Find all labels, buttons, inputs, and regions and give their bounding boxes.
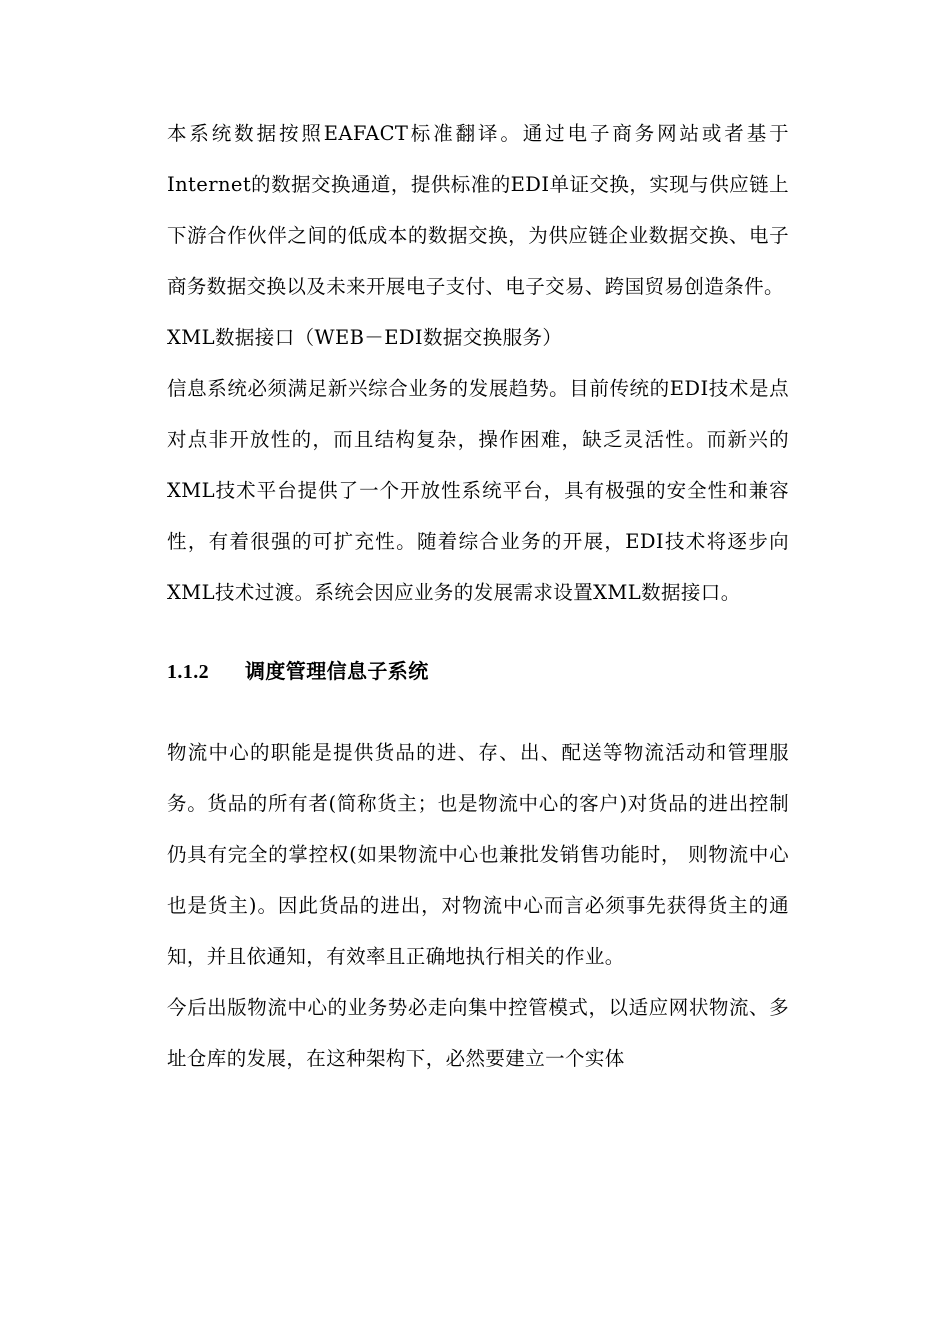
section-title: 调度管理信息子系统 <box>245 661 429 683</box>
section-number: 1.1.2 <box>167 661 209 683</box>
section-heading <box>167 647 789 698</box>
paragraph-centralized-control: 今后出版物流中心的业务势必走向集中控管模式，以适应网状物流、多址仓库的发展，在这种架构下，必然要建立一个实体 <box>167 996 789 1070</box>
paragraph-xml-trend: 信息系统必须满足新兴综合业务的发展趋势。目前传统的EDI技术是点对点非开放性的，而且结构复杂，操作困难，缺乏灵活性。而新兴的XML技术平台提供了一个开放性系统平台，具有极强的安全性和兼容性，有着很强的可扩充性。随着综合业务的开展，EDI技术将逐步向XML技术过渡。系统会因应业务的发展需求设置XML数据接口。 <box>167 377 789 604</box>
paragraph-xml-interface-title: XML数据接口（WEB－EDI数据交换服务） <box>167 326 563 349</box>
document-body <box>167 108 789 1084</box>
paragraph-logistics-function: 物流中心的职能是提供货品的进、存、出、配送等物流活动和管理服务。货品的所有者(简称货主；也是物流中心的客户)对货品的进出控制仍具有完全的掌控权(如果物流中心也兼批发销售功能时， 则物流中心也是货主)。因此货品的进出，对物流中心而言必须事先获得货主的通知，并且依通知，有效率且正确地执行相关的作业。 <box>167 741 789 968</box>
paragraph-edi-translation: 本系统数据按照EAFACT标准翻译。通过电子商务网站或者基于Internet的数据交换通道，提供标准的EDI单证交换，实现与供应链上下游合作伙伴之间的低成本的数据交换，为供应链企业数据交换、电子商务数据交换以及未来开展电子支付、电子交易、跨国贸易创造条件。 <box>167 122 789 298</box>
